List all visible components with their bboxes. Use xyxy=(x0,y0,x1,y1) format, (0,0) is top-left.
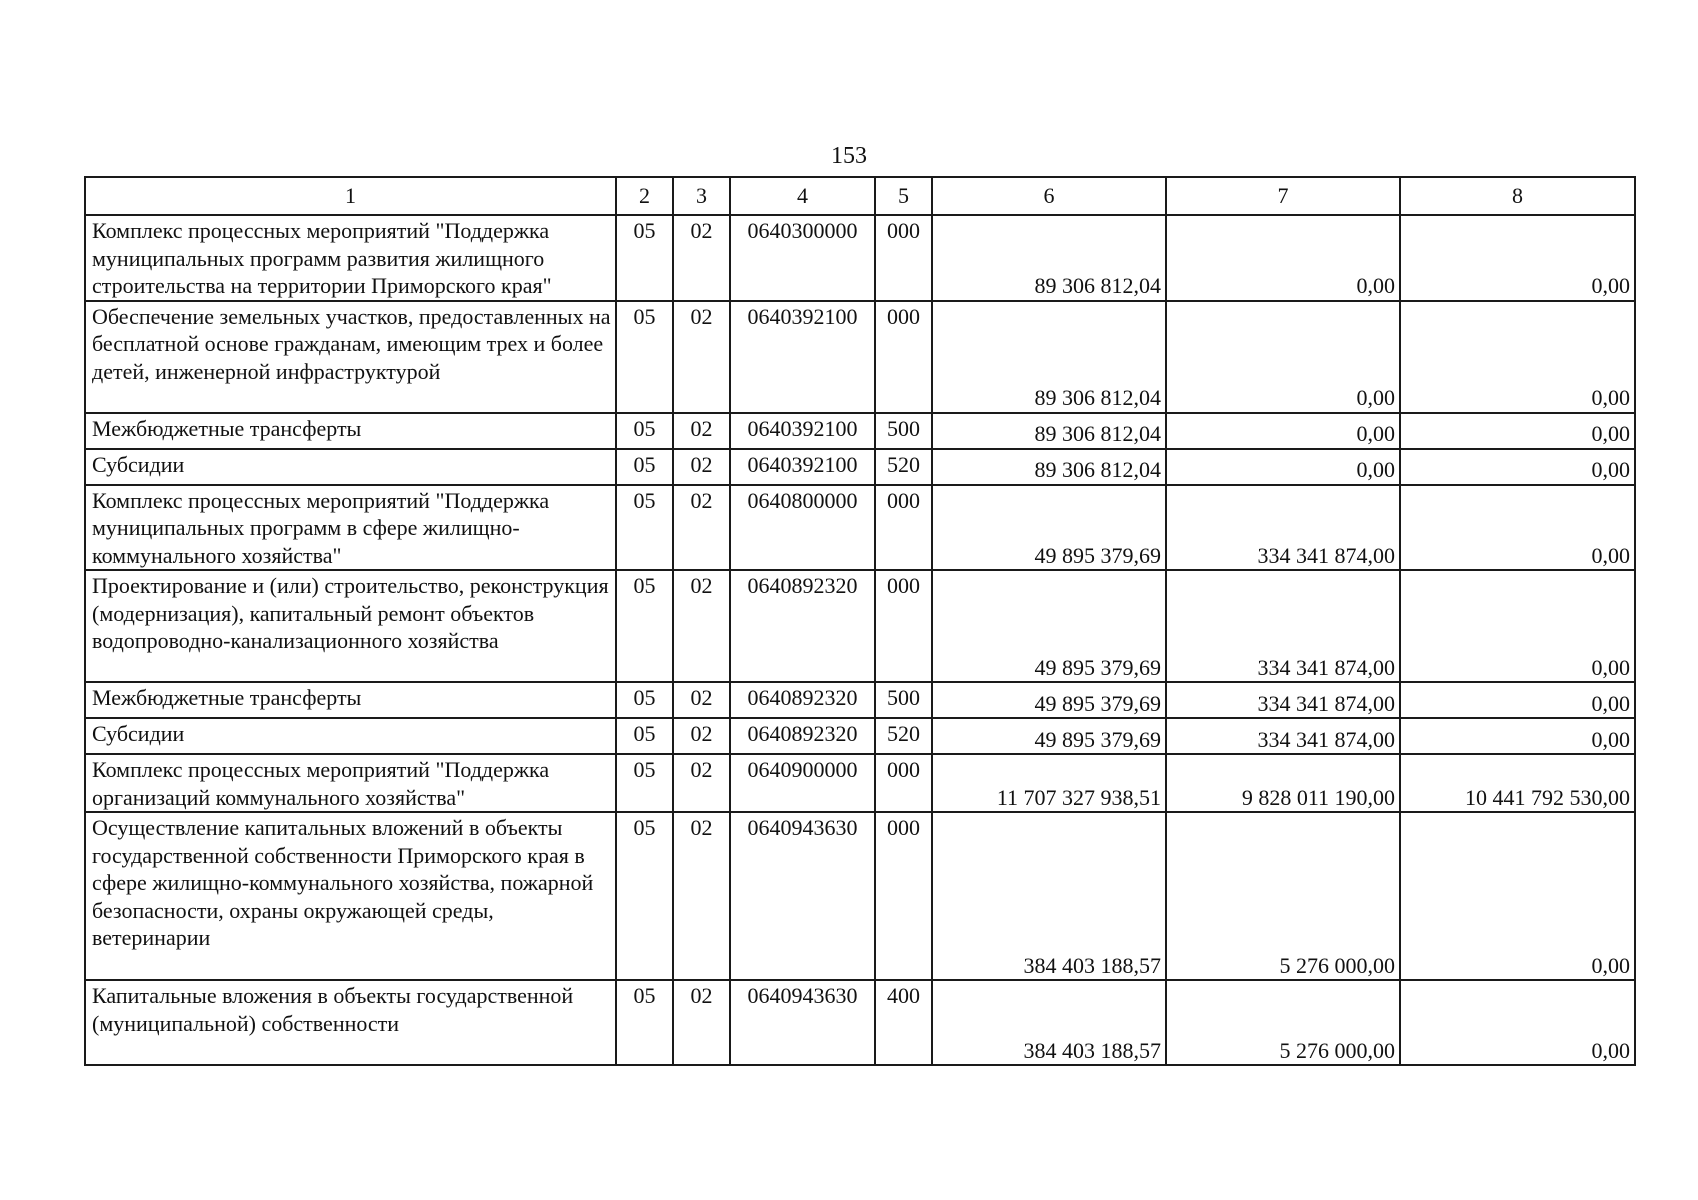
target-article-code: 0640892320 xyxy=(730,718,875,754)
amount-col-8: 0,00 xyxy=(1400,449,1635,485)
row-name: Комплекс процессных мероприятий "Поддержка муниципальных программ в сфере жилищно-коммунального хозяйства" xyxy=(85,485,616,571)
amount-col-6: 49 895 379,69 xyxy=(932,718,1166,754)
column-header: 1 xyxy=(85,177,616,215)
amount-col-7: 334 341 874,00 xyxy=(1166,570,1400,682)
table-row xyxy=(85,215,1635,301)
amount-col-6: 11 707 327 938,51 xyxy=(932,754,1166,812)
row-name: Комплекс процессных мероприятий "Поддержка организаций коммунального хозяйства" xyxy=(85,754,616,812)
expense-type-code: 400 xyxy=(875,980,932,1065)
amount-col-7: 5 276 000,00 xyxy=(1166,980,1400,1065)
amount-col-6: 89 306 812,04 xyxy=(932,413,1166,449)
expense-type-code: 000 xyxy=(875,301,932,413)
table-header-row xyxy=(85,177,1635,215)
target-article-code: 0640900000 xyxy=(730,754,875,812)
expense-type-code: 000 xyxy=(875,485,932,571)
target-article-code: 0640892320 xyxy=(730,570,875,682)
amount-col-7: 0,00 xyxy=(1166,215,1400,301)
budget-table xyxy=(84,176,1636,1066)
column-header: 6 xyxy=(932,177,1166,215)
section-code: 05 xyxy=(616,718,673,754)
expense-type-code: 000 xyxy=(875,215,932,301)
expense-type-code: 520 xyxy=(875,718,932,754)
column-header: 3 xyxy=(673,177,730,215)
amount-col-8: 0,00 xyxy=(1400,570,1635,682)
table-row xyxy=(85,301,1635,413)
section-code: 05 xyxy=(616,570,673,682)
subsection-code: 02 xyxy=(673,449,730,485)
amount-col-8: 0,00 xyxy=(1400,812,1635,980)
target-article-code: 0640392100 xyxy=(730,413,875,449)
subsection-code: 02 xyxy=(673,570,730,682)
amount-col-8: 10 441 792 530,00 xyxy=(1400,754,1635,812)
table-row xyxy=(85,980,1635,1065)
expense-type-code: 520 xyxy=(875,449,932,485)
amount-col-7: 0,00 xyxy=(1166,413,1400,449)
expense-type-code: 000 xyxy=(875,754,932,812)
section-code: 05 xyxy=(616,301,673,413)
subsection-code: 02 xyxy=(673,812,730,980)
row-name: Межбюджетные трансферты xyxy=(85,413,616,449)
section-code: 05 xyxy=(616,449,673,485)
section-code: 05 xyxy=(616,980,673,1065)
amount-col-8: 0,00 xyxy=(1400,215,1635,301)
subsection-code: 02 xyxy=(673,754,730,812)
amount-col-6: 89 306 812,04 xyxy=(932,215,1166,301)
amount-col-6: 384 403 188,57 xyxy=(932,980,1166,1065)
amount-col-8: 0,00 xyxy=(1400,980,1635,1065)
subsection-code: 02 xyxy=(673,485,730,571)
amount-col-6: 49 895 379,69 xyxy=(932,570,1166,682)
section-code: 05 xyxy=(616,682,673,718)
subsection-code: 02 xyxy=(673,413,730,449)
row-name: Капитальные вложения в объекты государственной (муниципальной) собственности xyxy=(85,980,616,1065)
amount-col-8: 0,00 xyxy=(1400,485,1635,571)
column-header: 8 xyxy=(1400,177,1635,215)
amount-col-7: 9 828 011 190,00 xyxy=(1166,754,1400,812)
amount-col-6: 384 403 188,57 xyxy=(932,812,1166,980)
table-row xyxy=(85,413,1635,449)
subsection-code: 02 xyxy=(673,980,730,1065)
row-name: Субсидии xyxy=(85,449,616,485)
section-code: 05 xyxy=(616,215,673,301)
amount-col-6: 49 895 379,69 xyxy=(932,682,1166,718)
table-row xyxy=(85,570,1635,682)
row-name: Межбюджетные трансферты xyxy=(85,682,616,718)
target-article-code: 0640943630 xyxy=(730,980,875,1065)
amount-col-7: 334 341 874,00 xyxy=(1166,682,1400,718)
subsection-code: 02 xyxy=(673,215,730,301)
section-code: 05 xyxy=(616,413,673,449)
table-row xyxy=(85,718,1635,754)
section-code: 05 xyxy=(616,754,673,812)
target-article-code: 0640892320 xyxy=(730,682,875,718)
target-article-code: 0640800000 xyxy=(730,485,875,571)
row-name: Проектирование и (или) строительство, реконструкция (модернизация), капитальный ремонт объектов водопроводно-канализационного хозяйства xyxy=(85,570,616,682)
subsection-code: 02 xyxy=(673,301,730,413)
amount-col-7: 5 276 000,00 xyxy=(1166,812,1400,980)
target-article-code: 0640943630 xyxy=(730,812,875,980)
amount-col-6: 49 895 379,69 xyxy=(932,485,1166,571)
column-header: 7 xyxy=(1166,177,1400,215)
amount-col-6: 89 306 812,04 xyxy=(932,449,1166,485)
row-name: Комплекс процессных мероприятий "Поддержка муниципальных программ развития жилищного строительства на территории Приморского края" xyxy=(85,215,616,301)
column-header: 5 xyxy=(875,177,932,215)
expense-type-code: 000 xyxy=(875,570,932,682)
section-code: 05 xyxy=(616,485,673,571)
amount-col-7: 0,00 xyxy=(1166,301,1400,413)
amount-col-7: 334 341 874,00 xyxy=(1166,718,1400,754)
amount-col-8: 0,00 xyxy=(1400,413,1635,449)
target-article-code: 0640300000 xyxy=(730,215,875,301)
amount-col-8: 0,00 xyxy=(1400,682,1635,718)
amount-col-8: 0,00 xyxy=(1400,718,1635,754)
row-name: Обеспечение земельных участков, предоставленных на бесплатной основе гражданам, имеющим трех и более детей, инженерной инфраструктурой xyxy=(85,301,616,413)
subsection-code: 02 xyxy=(673,718,730,754)
table-row xyxy=(85,682,1635,718)
table-row xyxy=(85,812,1635,980)
amount-col-7: 334 341 874,00 xyxy=(1166,485,1400,571)
table-row xyxy=(85,485,1635,571)
page-number: 153 xyxy=(831,143,867,169)
expense-type-code: 500 xyxy=(875,682,932,718)
column-header: 4 xyxy=(730,177,875,215)
table-row xyxy=(85,449,1635,485)
subsection-code: 02 xyxy=(673,682,730,718)
expense-type-code: 500 xyxy=(875,413,932,449)
amount-col-6: 89 306 812,04 xyxy=(932,301,1166,413)
target-article-code: 0640392100 xyxy=(730,449,875,485)
target-article-code: 0640392100 xyxy=(730,301,875,413)
amount-col-8: 0,00 xyxy=(1400,301,1635,413)
table-row xyxy=(85,754,1635,812)
amount-col-7: 0,00 xyxy=(1166,449,1400,485)
column-header: 2 xyxy=(616,177,673,215)
row-name: Субсидии xyxy=(85,718,616,754)
row-name: Осуществление капитальных вложений в объекты государственной собственности Приморского края в сфере жилищно-коммунального хозяйства, пожарной безопасности, охраны окружающей среды, ветеринарии xyxy=(85,812,616,980)
expense-type-code: 000 xyxy=(875,812,932,980)
section-code: 05 xyxy=(616,812,673,980)
